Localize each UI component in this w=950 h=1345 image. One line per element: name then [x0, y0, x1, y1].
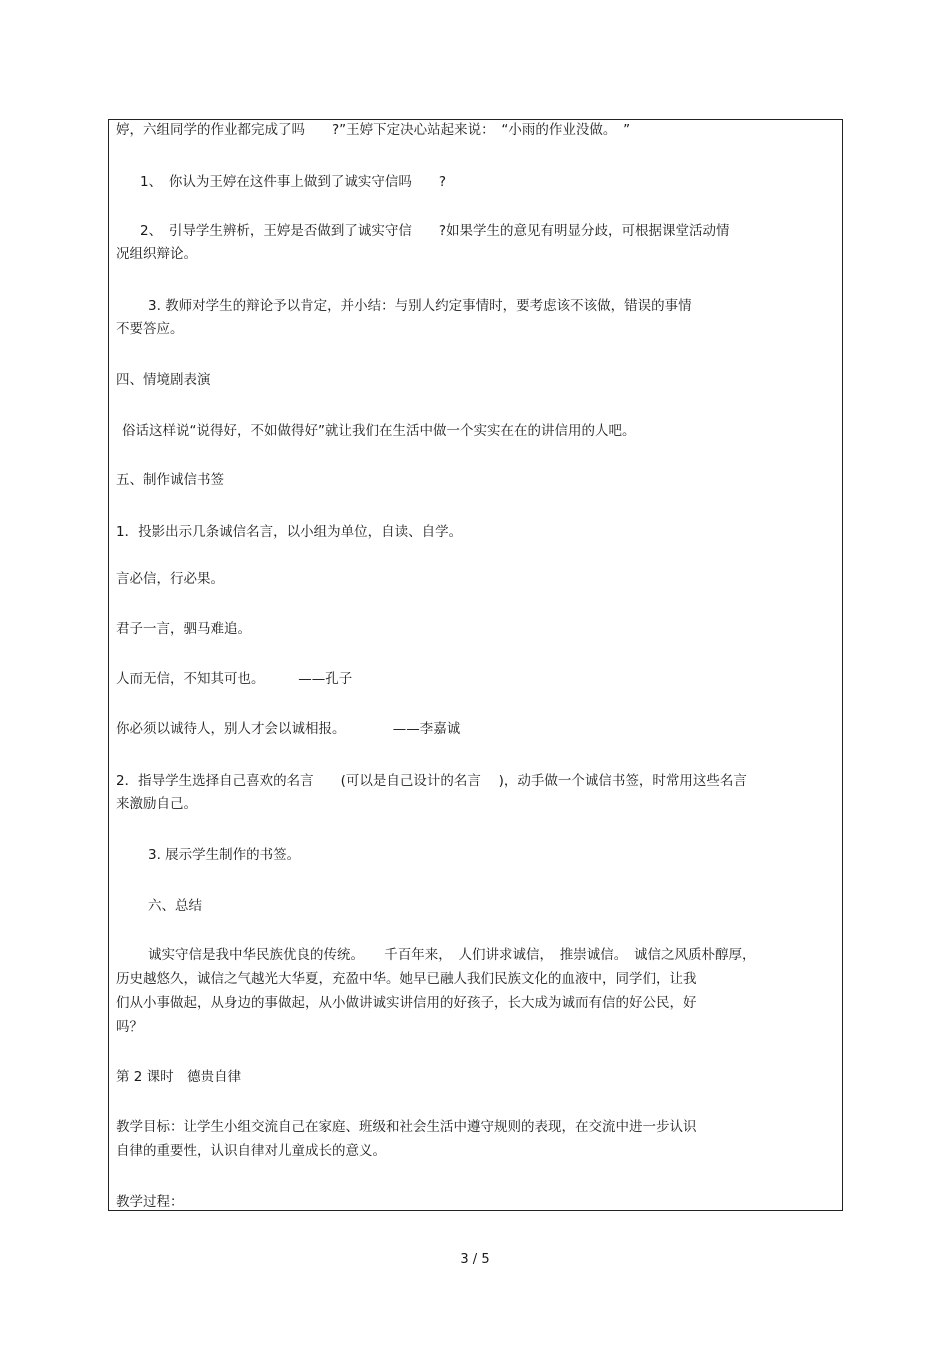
quote-line: 人而无信，不知其可也。 ——孔子 — [116, 671, 353, 687]
section-heading: 六、总结 — [148, 898, 202, 914]
quote-line: 君子一言，驷马难追。 — [116, 621, 251, 637]
quote-line: 言必信，行必果。 — [116, 571, 224, 587]
section-heading: 五、制作诚信书签 — [116, 472, 224, 488]
page-number: 3 / 5 — [460, 1252, 490, 1267]
body-line: 3. 展示学生制作的书签。 — [148, 847, 301, 863]
body-line: 3. 教师对学生的辩论予以肯定，并小结：与别人约定事情时，要考虑该不该做，错误的事情 — [148, 298, 692, 314]
body-line: 们从小事做起，从身边的事做起，从小做讲诚实讲信用的好孩子，长大成为诚而有信的好公民，好 — [116, 995, 697, 1011]
body-line: 教学目标：让学生小组交流自己在家庭、班级和社会生活中遵守规则的表现，在交流中进一步认识 — [116, 1119, 697, 1135]
body-line: 况组织辩论。 — [116, 246, 197, 262]
body-line: 历史越悠久，诚信之气越光大华夏，充盈中华。她早已融人我们民族文化的血液中，同学们，让我 — [116, 971, 697, 987]
body-line: 来激励自己。 — [116, 796, 197, 812]
body-line: 俗话这样说“说得好，不如做得好”就让我们在生活中做一个实实在在的讲信用的人吧。 — [122, 423, 636, 439]
section-heading: 教学过程： — [116, 1194, 184, 1210]
body-line: 2、 引导学生辨析，王婷是否做到了诚实守信 ?如果学生的意见有明显分歧，可根据课堂活动情 — [140, 223, 730, 239]
body-line: 1．投影出示几条诚信名言，以小组为单位，自读、自学。 — [116, 524, 463, 540]
section-heading: 四、情境剧表演 — [116, 372, 211, 388]
body-line: 婷，六组同学的作业都完成了吗 ?”王婷下定决心站起来说： “小雨的作业没做。 ” — [116, 122, 631, 138]
content-table-border — [108, 119, 843, 1211]
quote-line: 你必须以诚待人，别人才会以诚相报。 ——李嘉诚 — [116, 721, 461, 737]
lesson-title: 第 2 课时 德贵自律 — [116, 1069, 242, 1085]
body-line: 自律的重要性，认识自律对儿童成长的意义。 — [116, 1143, 386, 1159]
body-line: 2．指导学生选择自己喜欢的名言 (可以是自己设计的名言 )，动手做一个诚信书签，时常用这些名言 — [116, 773, 747, 789]
body-line: 不要答应。 — [116, 321, 184, 337]
body-line: 吗？ — [116, 1019, 143, 1035]
body-line: 诚实守信是我中华民族优良的传统。 千百年来， 人们讲求诚信， 推崇诚信。 诚信之风质朴醇厚， — [148, 947, 756, 963]
body-line: 1、 你认为王婷在这件事上做到了诚实守信吗 ? — [140, 174, 447, 190]
